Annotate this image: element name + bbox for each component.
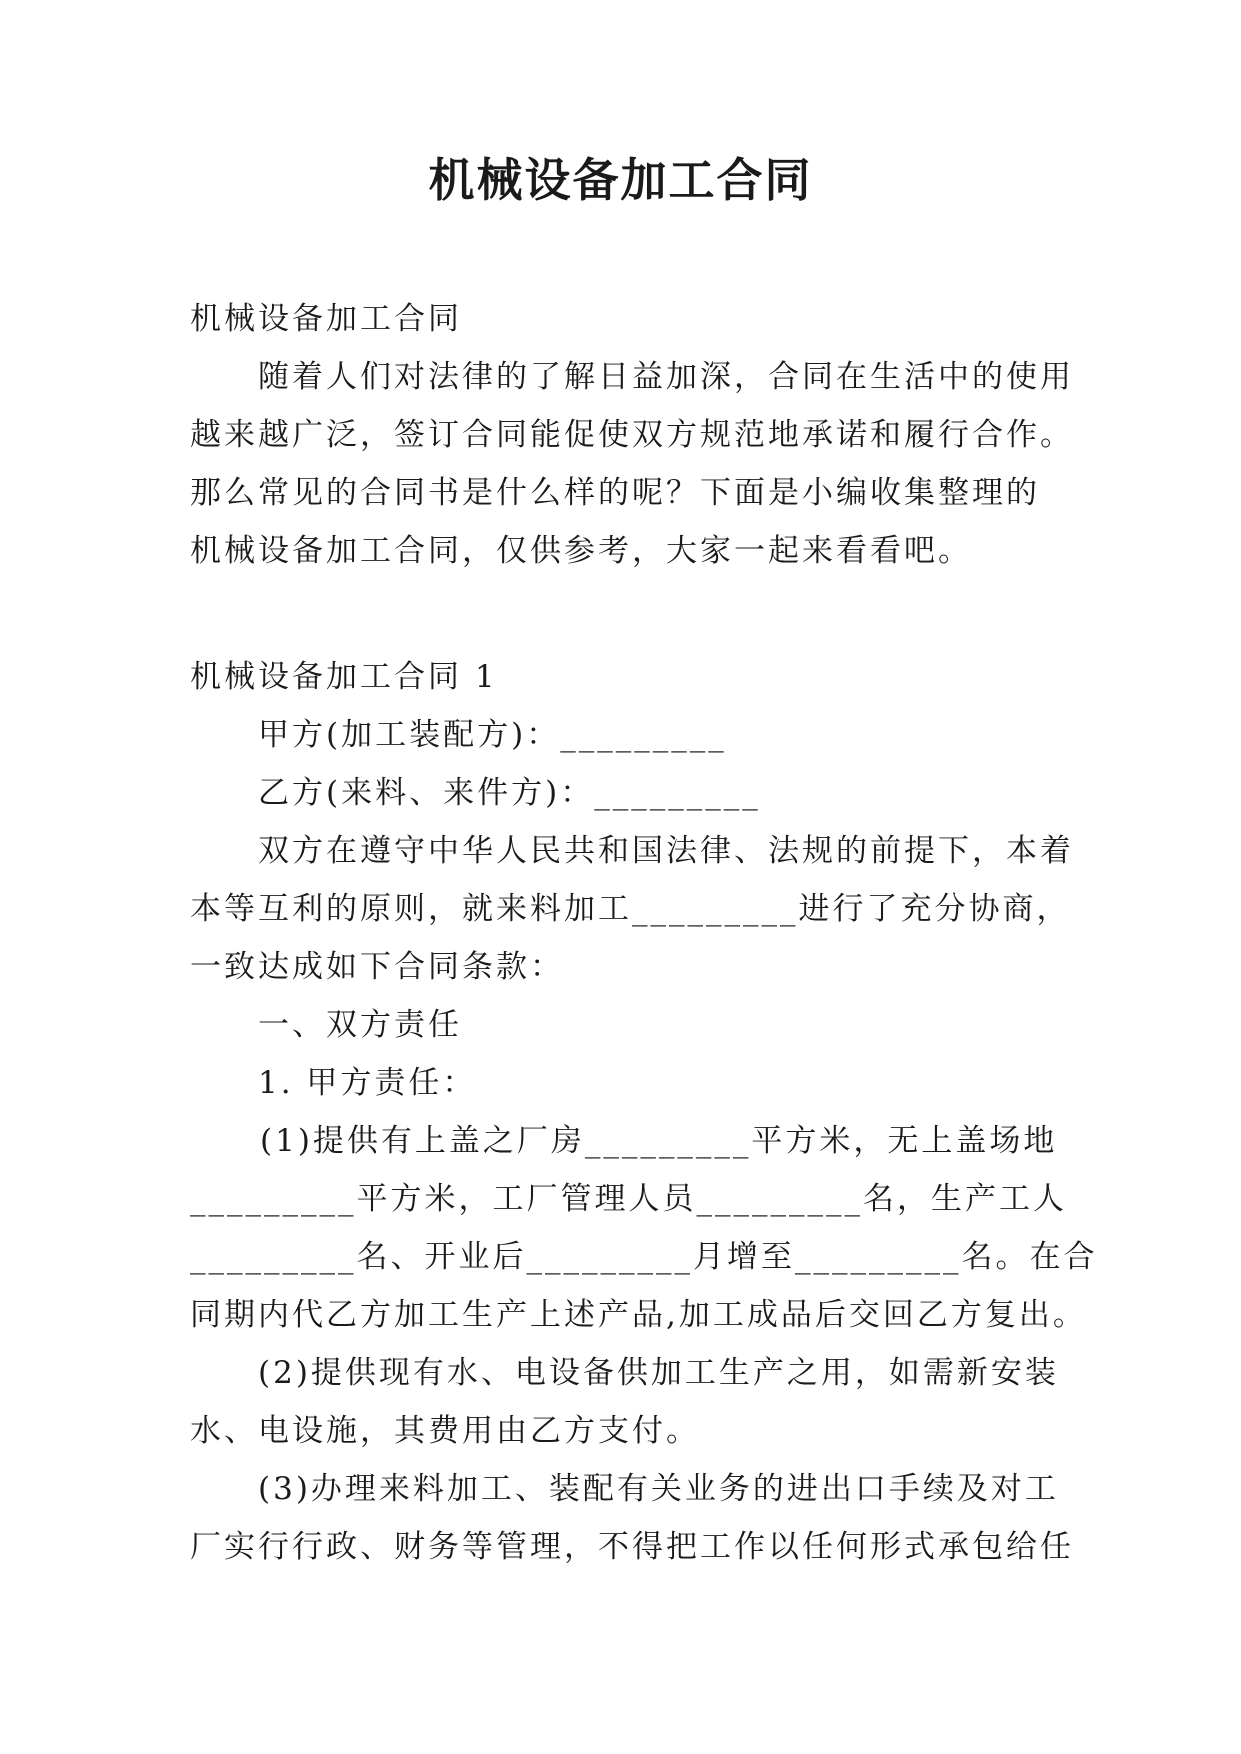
party-b-line: 乙方(来料、来件方)：_________: [258, 775, 761, 811]
intro-line-1: 随着人们对法律的了解日益加深，合同在生活中的使用: [258, 359, 1074, 395]
clause-1-line-3: _________名、开业后_________月增至_________名。在合: [190, 1239, 1098, 1275]
subtitle-line: 机械设备加工合同: [190, 301, 462, 337]
document-title: 机械设备加工合同: [428, 153, 813, 207]
clause-1-line-2: _________平方米，工厂管理人员_________名，生产工人: [190, 1181, 1067, 1217]
intro-line-3: 那么常见的合同书是什么样的呢？下面是小编收集整理的: [190, 475, 1040, 511]
preamble-line-1: 双方在遵守中华人民共和国法律、法规的前提下，本着: [258, 833, 1074, 869]
clause-3-line-2: 厂实行行政、财务等管理，不得把工作以任何形式承包给任: [190, 1529, 1074, 1565]
subsection-heading: 1. 甲方责任：: [258, 1065, 477, 1101]
party-a-line: 甲方(加工装配方)：_________: [258, 717, 727, 753]
clause-1-line-4: 同期内代乙方加工生产上述产品,加工成品后交回乙方复出。: [190, 1297, 1087, 1333]
preamble-line-3: 一致达成如下合同条款：: [190, 949, 564, 985]
preamble-line-2: 本等互利的原则，就来料加工_________进行了充分协商，: [190, 891, 1071, 927]
clause-2-line-2: 水、电设施，其费用由乙方支付。: [190, 1413, 700, 1449]
intro-line-4: 机械设备加工合同，仅供参考，大家一起来看看吧。: [190, 533, 972, 569]
intro-line-2: 越来越广泛，签订合同能促使双方规范地承诺和履行合作。: [190, 417, 1074, 453]
section-heading: 一、双方责任: [258, 1007, 462, 1043]
contract-heading: 机械设备加工合同 1: [190, 659, 498, 695]
clause-2-line-1: (2)提供现有水、电设备供加工生产之用，如需新安装: [258, 1355, 1059, 1391]
clause-3-line-1: (3)办理来料加工、装配有关业务的进出口手续及对工: [258, 1471, 1059, 1507]
clause-1-line-1: (1)提供有上盖之厂房_________平方米，无上盖场地: [260, 1123, 1058, 1159]
document-body: [190, 290, 1098, 1576]
